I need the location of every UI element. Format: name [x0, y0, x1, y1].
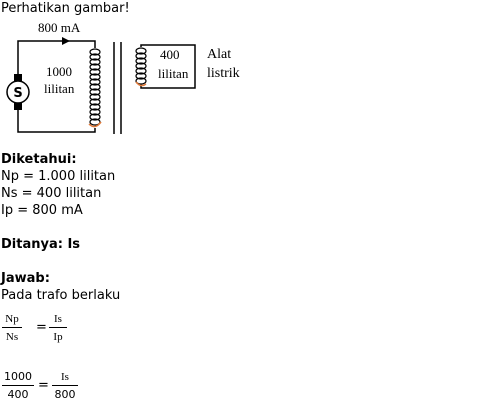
eq2-lhs-denominator: 400: [7, 388, 29, 401]
current-arrow-icon: [62, 37, 70, 45]
fraction-bar: [2, 385, 34, 386]
secondary-coil: [136, 48, 146, 84]
answer-heading: Jawab:: [1, 271, 50, 286]
primary-bottom-wire: [18, 102, 95, 132]
answer-text: Pada trafo berlaku: [1, 288, 121, 303]
eq1-lhs-fraction: [2, 312, 22, 344]
known-item: Np = 1.000 lilitan: [1, 169, 116, 184]
eq2-rhs-fraction: [52, 370, 78, 402]
eq1-rhs-denominator: Ip: [53, 331, 63, 343]
eq2-equals: =: [38, 378, 49, 393]
known-item: Ip = 800 mA: [1, 203, 83, 218]
eq2-rhs-denominator: 800: [54, 388, 76, 401]
eq1-rhs-fraction: [49, 312, 67, 344]
source-symbol: S: [13, 86, 23, 101]
device-label-line1: Alat: [207, 47, 232, 62]
intro-text: Perhatikan gambar!: [1, 1, 130, 16]
primary-turns-unit: lilitan: [44, 81, 75, 96]
eq2-rhs-numerator: Is: [61, 371, 69, 383]
fraction-bar: [49, 327, 67, 328]
secondary-turns-value: 400: [160, 47, 180, 62]
primary-coil: [90, 49, 100, 125]
eq1-lhs-numerator: Np: [5, 313, 19, 325]
fraction-bar: [52, 385, 78, 386]
asked-heading: Ditanya: Is: [1, 237, 81, 252]
eq2-lhs-numerator: 1000: [4, 370, 32, 383]
secondary-turns-unit: lilitan: [158, 66, 189, 81]
known-heading: Diketahui:: [1, 152, 77, 167]
eq1-lhs-denominator: Ns: [5, 331, 19, 343]
known-item: Ns = 400 lilitan: [1, 186, 102, 201]
current-label: 800 mA: [38, 20, 81, 35]
primary-turns-value: 1000: [46, 64, 72, 79]
fraction-bar: [2, 327, 22, 328]
eq2-lhs-fraction: [2, 370, 34, 402]
eq1-rhs-numerator: Is: [54, 313, 62, 325]
eq1-equals: =: [36, 320, 47, 335]
device-label-line2: listrik: [207, 66, 240, 81]
